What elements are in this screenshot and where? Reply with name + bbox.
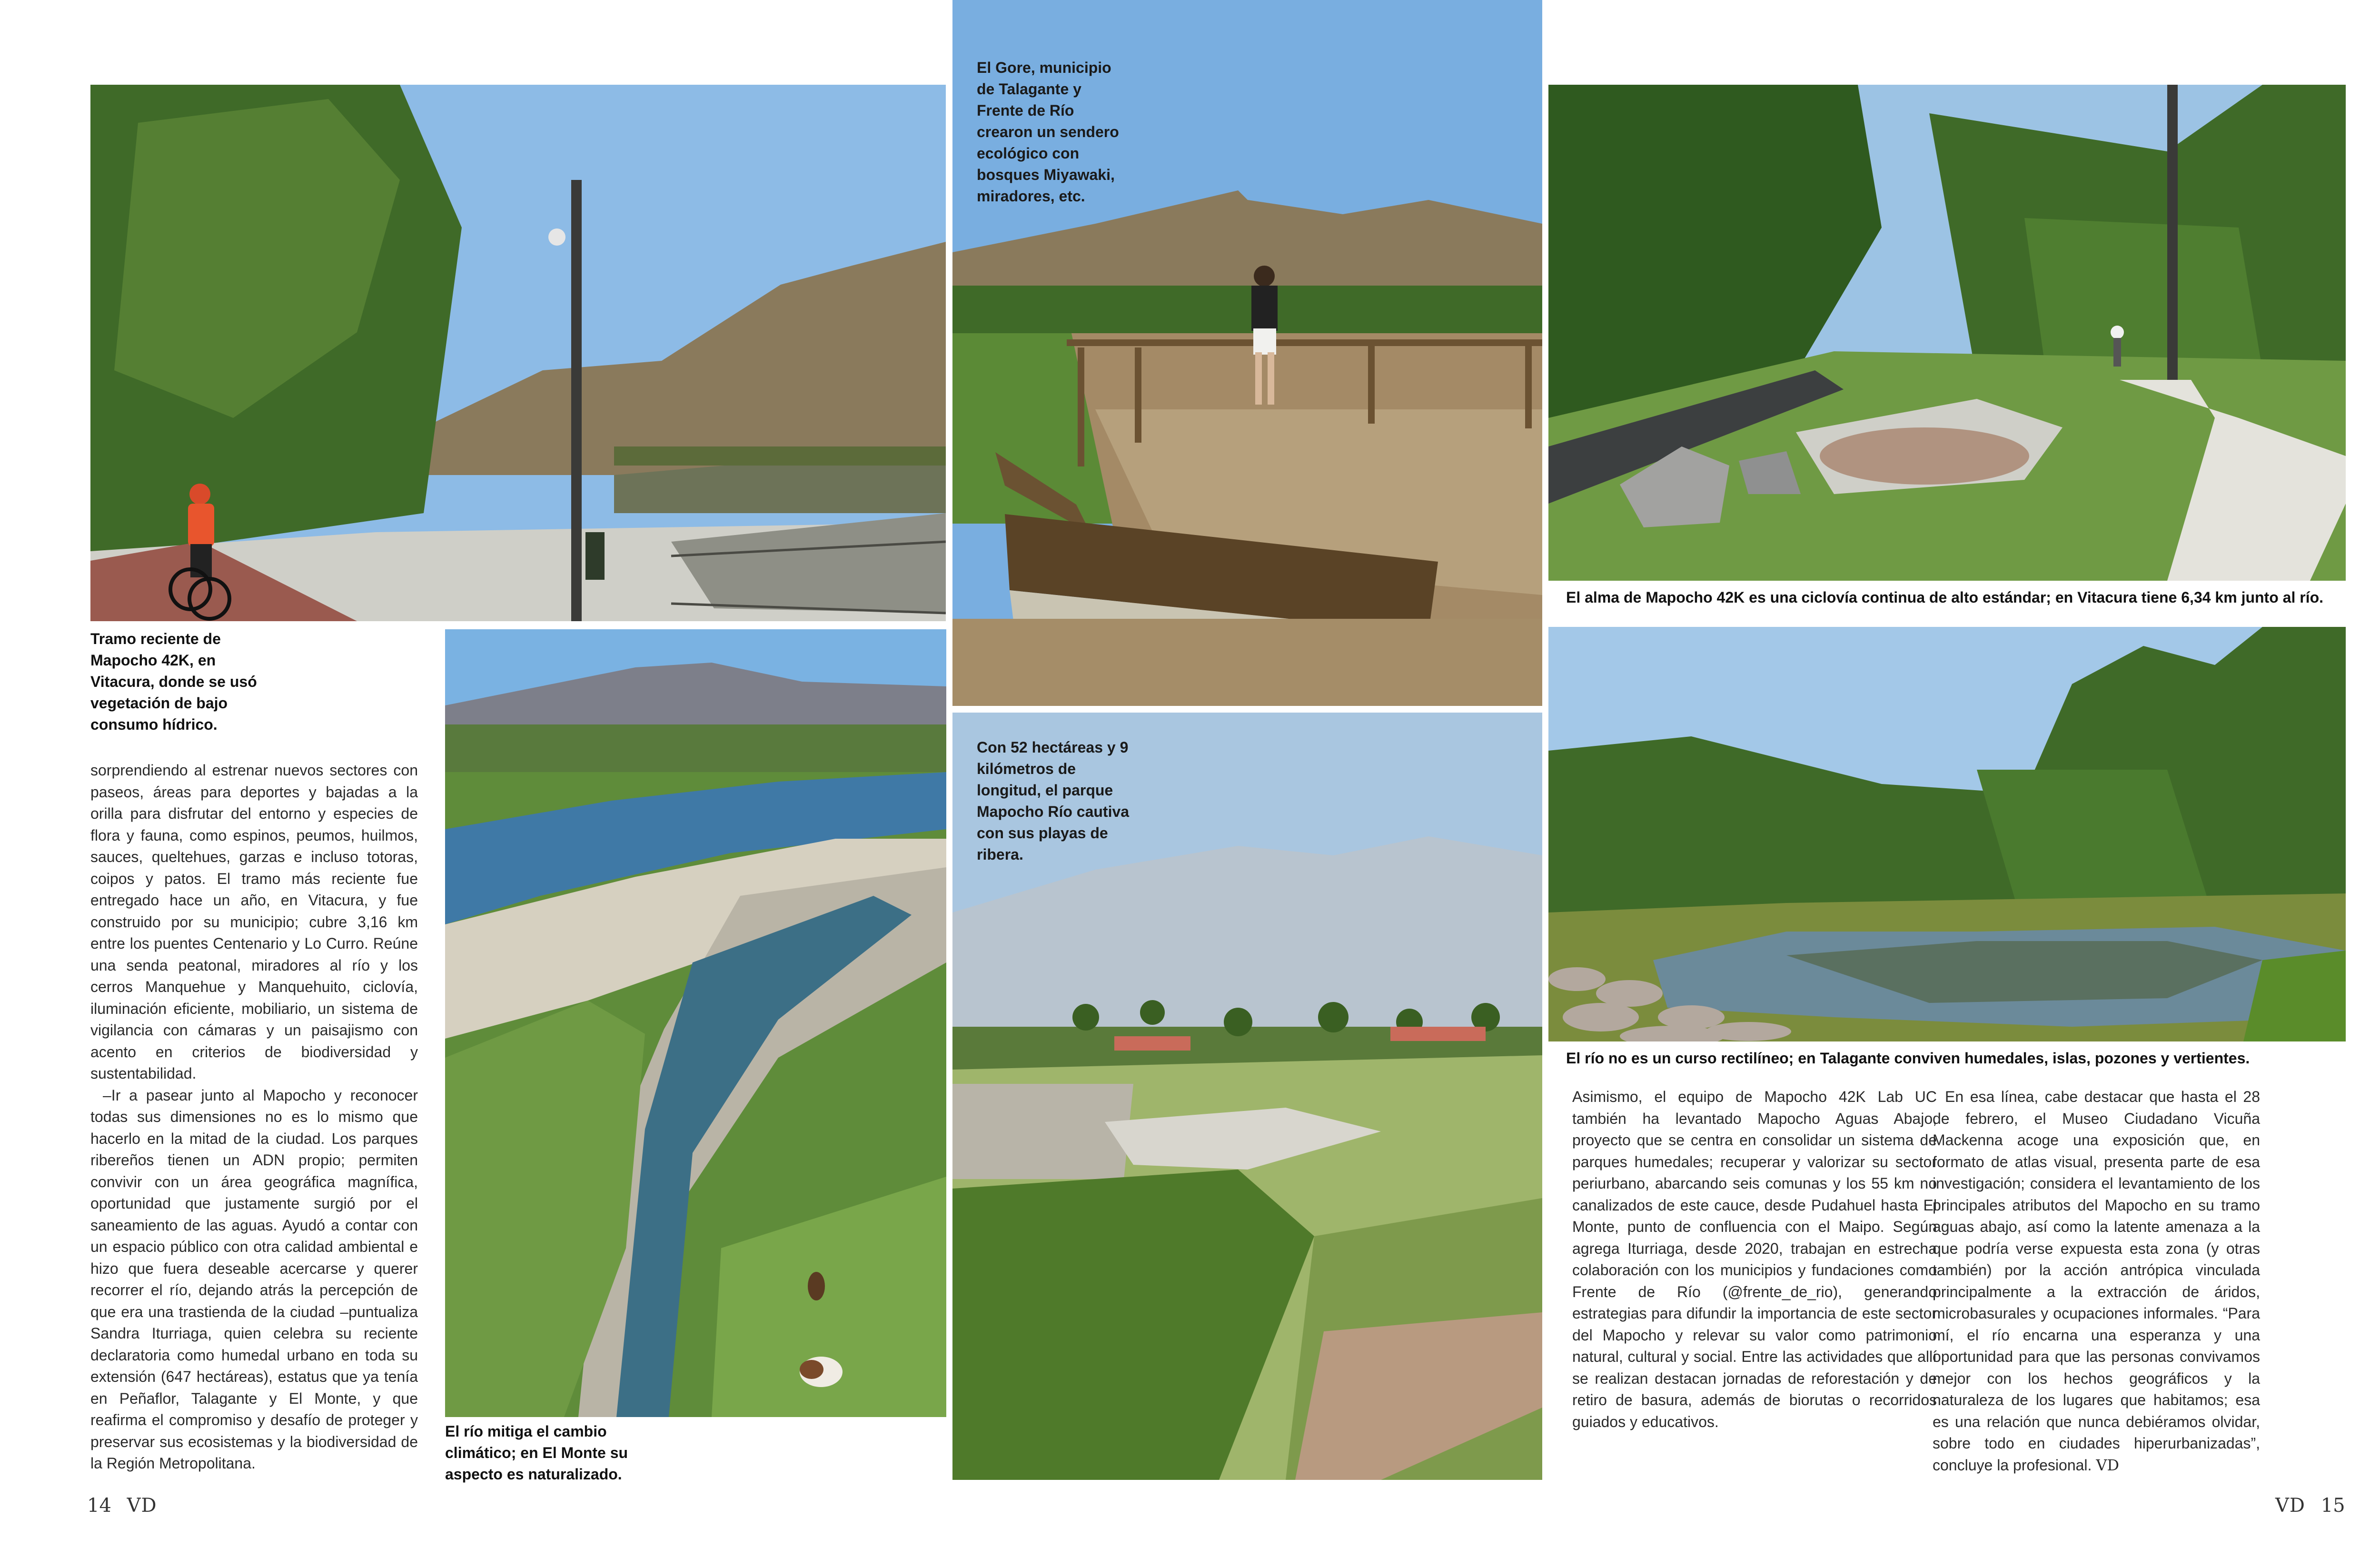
end-mark: VD <box>2096 1456 2120 1474</box>
article-column-right <box>1933 1086 2260 1476</box>
page-number: 14 <box>87 1495 111 1517</box>
folio-right <box>2275 1495 2345 1517</box>
caption-park-52: Con 52 hectáreas y 9 kilómetros de longitud, el parque Mapocho Río cautiva con sus playas de ribera. <box>977 739 1130 863</box>
paragraph-text: En esa línea, cabe destacar que hasta el 28 de febrero, el Museo Ciudadano Vicuña Mackenna acoge una exposición que, en formato de atlas visual, presenta parte de esa investigación; considera el levantamiento de los principales atributos del Mapocho en su tramo aguas abajo, así como la latente amenaza a la que podría verse expuesta esta zona (y otras también) por la acción antrópica vinculada principalmente a la extracción de áridos, microbasurales y ocupaciones informales. “Para mí, el río encarna una esperanza y una oportunidad para que las personas convivamos mejor con los hechos geográficos y la naturaleza de los lugares que habitamos; esa es una relación que nunca debiéramos olvidar, sobre todo en ciudades hiperurbanizadas”, concluye la profesional. <box>1933 1088 2260 1474</box>
photo-rio-el-monte <box>445 629 946 1417</box>
paragraph: –Ir a pasear junto al Mapocho y reconocer todas sus dimensiones no es lo mismo que hacerlo en la mitad de la ciudad. Los parques ribereños tienen un ADN propio; permiten convivir con un área geográfica magnífica, oportunidad que justamente surgió por el saneamiento de las aguas. Ayudó a contar con un espacio público con otra calidad ambiental e hizo que fuera deseable acercarse y querer recorrer el río, dejando atrás la percepción de que era una trastienda de la ciudad –puntualiza Sandra Iturriaga, quien celebra su reciente declaratoria como humedal urbano en toda su extensión (647 hectáreas), estatus que ya tenía en Peñaflor, Talagante y El Monte, y que reafirma el compromiso y desafío de proteger y preservar sus ecosistemas y la biodiversidad de la Región Metropolitana. <box>90 1086 418 1472</box>
paragraph: sorprendiendo al estrenar nuevos sectores con paseos, áreas para deportes y bajadas a la orilla para disfrutar del entorno y especies de flora y fauna, como espinos, peumos, huilmos, sauces, queltehues, garzas e incluso totoras, coipos y patos. El tramo más reciente fue entregado hace un año, en Vitacura, y fue construido por su municipio; cubre 3,16 km entre los puentes Centenario y Lo Curro. Reúne una senda peatonal, miradores al río y los cerros Manquehue y Manquehuito, ciclovía, iluminación eficiente, mobiliario, un sistema de vigilancia con cámaras y un paisajismo con acento en criterios de biodiversidad y sustentabilidad. <box>90 762 418 1082</box>
paragraph <box>1933 1086 2260 1476</box>
caption-cyclist: Tramo reciente de Mapocho 42K, en Vitacura, donde se usó vegetación de bajo consumo hídrico. <box>90 630 257 733</box>
caption-alma: El alma de Mapocho 42K es una ciclovía continua de alto estándar; en Vitacura tiene 6,34 km junto al río. <box>1566 589 2323 606</box>
photo-ciclovia-vitacura <box>1548 85 2346 581</box>
article-column-middle <box>1572 1086 1937 1433</box>
magazine-mark: VD <box>2275 1495 2305 1517</box>
paragraph: Asimismo, el equipo de Mapocho 42K Lab UC también ha levantado Mapocho Aguas Abajo, proyecto que se centra en consolidar un sistema de parques humedales; recuperar y valorizar su sector periurbano, abarcando seis comunas y los 55 km no canalizados de este cauce, desde Pudahuel hasta El Monte, punto de confluencia con el Maipo. Según agrega Iturriaga, desde 2020, trabajan en estrecha colaboración con los municipios y fundaciones como Frente de Río (@frente_de_rio), generando estrategias para difundir la importancia de este sector del Mapocho y relevar su valor como patrimonio natural, cultural y social. Entre las actividades que allí se realizan destacan jornadas de reforestación y de retiro de basura, además de biorutas o recorridos guiados y educativos. <box>1572 1088 1937 1430</box>
caption-rectilineo: El río no es un curso rectilíneo; en Talagante conviven humedales, islas, pozones y vertientes. <box>1566 1050 2250 1067</box>
caption-gore: El Gore, municipio de Talagante y Frente de Río crearon un sendero ecológico con bosques Miyawaki, miradores, etc. <box>977 59 1119 205</box>
article-column-left <box>90 760 418 1475</box>
page-number: 15 <box>2320 1495 2345 1517</box>
photo-humedal-talagante <box>1548 627 2346 1041</box>
folio-left <box>87 1495 157 1517</box>
magazine-mark: VD <box>127 1495 157 1517</box>
photo-cyclist-vitacura <box>90 85 946 621</box>
caption-river-mitiga: El río mitiga el cambio climático; en El Monte su aspecto es naturalizado. <box>445 1423 628 1483</box>
